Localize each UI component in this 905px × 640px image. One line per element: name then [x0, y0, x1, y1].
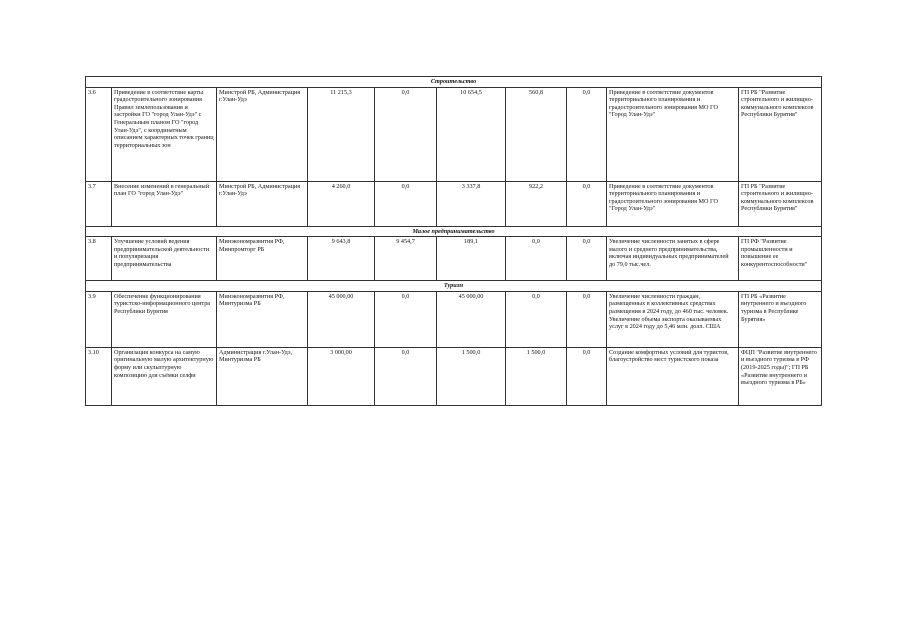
measure-name: Обеспечение функционирования туристско-информационного центра Республики Бурятия	[112, 291, 217, 347]
section-header-row	[86, 226, 822, 237]
amount-local: 0,0	[506, 237, 567, 281]
amount-total: 9 643,8	[308, 237, 375, 281]
amount-federal: 0,0	[375, 181, 437, 226]
table-row	[86, 237, 822, 281]
amount-regional: 1 500,0	[437, 347, 506, 405]
amount-other: 0,0	[567, 237, 607, 281]
row-number: 3.10	[86, 347, 112, 405]
amount-federal: 0,0	[375, 87, 437, 181]
table-row	[86, 181, 822, 226]
amount-regional: 189,1	[437, 237, 506, 281]
table-row	[86, 347, 822, 405]
row-number: 3.8	[86, 237, 112, 281]
amount-regional: 3 337,8	[437, 181, 506, 226]
amount-regional: 45 000,00	[437, 291, 506, 347]
amount-other: 0,0	[567, 347, 607, 405]
program: ГП РБ "Развитие строительного и жилищно-коммунального комплексов Республики Бурятия"	[739, 87, 822, 181]
table-row	[86, 87, 822, 181]
section-header-row	[86, 77, 822, 88]
section-title: Малое предпринимательство	[86, 226, 822, 237]
amount-local: 0,0	[506, 291, 567, 347]
section-title: Строительство	[86, 77, 822, 88]
row-number: 3.9	[86, 291, 112, 347]
table-row	[86, 291, 822, 347]
executor: Минэкономразвития РФ, Минпромторг РБ	[217, 237, 308, 281]
amount-other: 0,0	[567, 181, 607, 226]
expected-result: Приведение в соответствие документов территориального планирования и градостроительного зонирования МО ГО "Город Улан-Удэ"	[607, 181, 739, 226]
expected-result: Увеличение численности граждан, размещенных в коллективных средствах размещения в 2024 году, до 460 тыс. человек. Увеличение объема экспорта оказываемых услуг в 2024 году до 5,46 млн. долл. США	[607, 291, 739, 347]
program: ФЦП "Развитие внутреннего и въездного туризма в РФ (2019-2025 годы)"; ГП РБ «Развитие внутреннего и въездного туризма в РБ»	[739, 347, 822, 405]
expected-result: Приведение в соответствие документов территориального планирования и градостроительного зонирования МО ГО "Город Улан-Удэ"	[607, 87, 739, 181]
amount-federal: 9 454,7	[375, 237, 437, 281]
row-number: 3.7	[86, 181, 112, 226]
row-number: 3.6	[86, 87, 112, 181]
measures-table	[85, 76, 822, 406]
program: ГП РФ "Развитие промышленности и повышение ее конкурентоспособности"	[739, 237, 822, 281]
section-title: Туризм	[86, 281, 822, 292]
amount-total: 11 215,3	[308, 87, 375, 181]
executor: Минстрой РБ, Администрация г.Улан-Удэ	[217, 87, 308, 181]
amount-local: 1 500,0	[506, 347, 567, 405]
measure-name: Приведение в соответствие карты градостроительного зонирования Правил землепользования и застройки ГО "город Улан-Удэ" с Генеральным планом ГО "город Улан-Удэ", с координатным описанием характерных точек границ территориальных зон	[112, 87, 217, 181]
expected-result: Создание комфортных условий для туристов, благоустройство мест туристского показа	[607, 347, 739, 405]
executor: Администрация г.Улан-Удэ, Минтуризма РБ	[217, 347, 308, 405]
measure-name: Улучшение условий ведения предпринимательской деятельности и популяризация предпринимательства	[112, 237, 217, 281]
section-header-row	[86, 281, 822, 292]
program: ГП РБ "Развитие строительного и жилищно-коммунального комплексов Республики Бурятия"	[739, 181, 822, 226]
measure-name: Внесение изменений в генеральный план ГО "город Улан-Удэ"	[112, 181, 217, 226]
amount-regional: 10 654,5	[437, 87, 506, 181]
executor: Минстрой РБ, Администрация г.Улан-Удэ	[217, 181, 308, 226]
amount-total: 3 000,00	[308, 347, 375, 405]
amount-local: 560,8	[506, 87, 567, 181]
amount-other: 0,0	[567, 87, 607, 181]
amount-total: 4 260,0	[308, 181, 375, 226]
executor: Минэкономразвития РФ, Минтуризма РБ	[217, 291, 308, 347]
measure-name: Организация конкурса на самую оригинальную малую архитектурную форму или скульптурную композицию для съёмки селфи	[112, 347, 217, 405]
amount-total: 45 000,00	[308, 291, 375, 347]
program: ГП РБ «Развитие внутреннего и въездного туризма в Республике Бурятия»	[739, 291, 822, 347]
expected-result: Увеличение численности занятых в сфере малого и среднего предпринимательства, включая индивидуальных предпринимателей до 79,0 тыс.чел.	[607, 237, 739, 281]
amount-other: 0,0	[567, 291, 607, 347]
amount-federal: 0,0	[375, 291, 437, 347]
amount-federal: 0,0	[375, 347, 437, 405]
amount-local: 922,2	[506, 181, 567, 226]
